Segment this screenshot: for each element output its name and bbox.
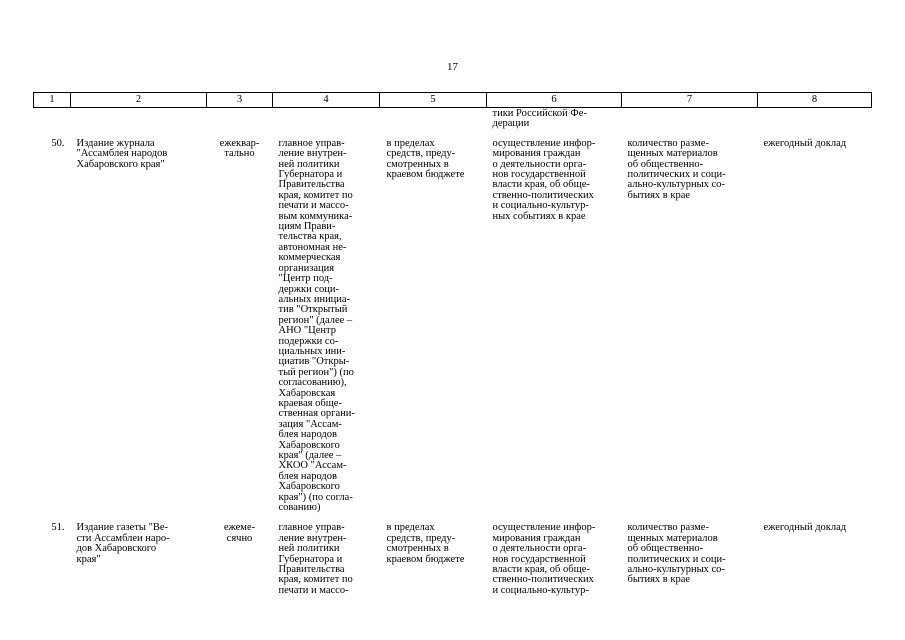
- report-form: [758, 513, 872, 596]
- table-row: [34, 130, 872, 514]
- cell-line: в пределах: [386, 522, 435, 534]
- cell-line: ежегодный доклад: [763, 137, 847, 149]
- frequency: [207, 513, 273, 596]
- funding: [380, 513, 487, 596]
- cell-line: ление внутрен-: [278, 532, 347, 544]
- indicator: [622, 513, 758, 596]
- cell-line: нов государственной: [492, 169, 586, 181]
- cell-line: края": [76, 553, 101, 565]
- page-number: 17: [447, 61, 458, 73]
- cell-line: об общественно-: [627, 158, 704, 170]
- cell-line: дов Хабаровского: [76, 543, 157, 555]
- cell-line: политических и соци-: [627, 169, 726, 181]
- cell-line: средств, преду-: [386, 148, 456, 160]
- cell-line: в пределах: [386, 137, 435, 149]
- cell-line: тив "Открытый: [278, 304, 348, 316]
- column-header: 7: [622, 93, 758, 108]
- cell-line: Хабаровского: [278, 481, 340, 493]
- column-header: 8: [758, 93, 872, 108]
- column-header: 2: [71, 93, 207, 108]
- cell-line: ХКОО "Ассам-: [278, 460, 347, 472]
- cell-line: Правительства: [278, 179, 345, 191]
- cell-line: печати и массо-: [278, 200, 349, 212]
- column-header: 1: [34, 93, 71, 108]
- cell-line: смотренных в: [386, 158, 449, 170]
- cell-line: автономная не-: [278, 241, 347, 253]
- cell-line: власти края, об обще-: [492, 179, 590, 191]
- cell-line: ных событиях в крае: [492, 210, 586, 222]
- cell-line: осуществление инфор-: [492, 137, 596, 149]
- cell-line: щенных материалов: [627, 532, 718, 544]
- cell-line: Губернатора и: [278, 169, 343, 181]
- indicator: [622, 130, 758, 514]
- cell-line: коммерческая: [278, 252, 341, 264]
- row-number: 51.: [51, 522, 65, 534]
- cell-line: регион" (далее –: [278, 314, 353, 326]
- cell-line: Издание газеты "Ве-: [76, 522, 169, 534]
- table-header-row: [34, 93, 872, 108]
- cell-line: ально-культурных со-: [627, 564, 725, 576]
- cell-line: организация: [278, 262, 335, 274]
- cell-line: бытиях в крае: [627, 189, 691, 201]
- cell-line: и социально-культур-: [492, 584, 589, 596]
- cell-line: Издание журнала: [76, 137, 155, 149]
- column-header: 3: [207, 93, 273, 108]
- cell-line: политических и соци-: [627, 553, 726, 565]
- cell-line: ней политики: [278, 543, 340, 555]
- column-header: 4: [273, 93, 380, 108]
- cell-line: мирования граждан: [492, 532, 581, 544]
- cell-line: тый регион") (по: [278, 366, 354, 378]
- cell-line: ственно-политических: [492, 574, 594, 586]
- cell-line: "Центр под-: [278, 273, 333, 285]
- cell-line: Губернатора и: [278, 553, 343, 565]
- cell-line: края, комитет по: [278, 189, 353, 201]
- cell-line: Хабаровского: [278, 439, 340, 451]
- cell-line: циальных ини-: [278, 345, 346, 357]
- measure-name: [71, 130, 207, 514]
- cell-line: дерации: [492, 118, 530, 130]
- cell-line: ственно-политических: [492, 189, 594, 201]
- cell-line: Хабаровская: [278, 387, 336, 399]
- cell-line: края") (по согла-: [278, 491, 353, 503]
- measure-name: [71, 513, 207, 596]
- cell-line: осуществление инфор-: [492, 522, 596, 534]
- funding: [380, 130, 487, 514]
- cell-line: мирования граждан: [492, 148, 581, 160]
- cell-line: блея народов: [278, 429, 337, 441]
- cell-line: тально: [224, 148, 255, 160]
- cell-line: сячно: [226, 532, 253, 544]
- cell-line: АНО "Центр: [278, 325, 336, 337]
- cell-line: количество разме-: [627, 522, 709, 534]
- cell-line: смотренных в: [386, 543, 449, 555]
- cell-line: ально-культурных со-: [627, 179, 725, 191]
- cell-line: ежеквар-: [219, 137, 260, 149]
- cell-line: Хабаровского края": [76, 158, 165, 170]
- cell-line: бытиях в крае: [627, 574, 691, 586]
- table-row: [34, 513, 872, 596]
- cell-line: края, комитет по: [278, 574, 353, 586]
- plan-table: [33, 92, 872, 596]
- executors: [273, 513, 380, 596]
- cell-line: о деятельности орга-: [492, 543, 587, 555]
- cell-line: средств, преду-: [386, 532, 456, 544]
- cell-line: края" (далее –: [278, 450, 342, 461]
- cell-line: тельства края,: [278, 231, 342, 243]
- cell-line: тики Российской Фе-: [492, 108, 587, 119]
- cell-line: о деятельности орга-: [492, 158, 587, 170]
- cell-line: согласованию),: [278, 377, 347, 389]
- cell-line: зация "Ассам-: [278, 418, 342, 430]
- cell-line: краевом бюджете: [386, 553, 465, 565]
- row-number: 50.: [51, 137, 65, 149]
- cell-line: щенных материалов: [627, 148, 718, 160]
- cell-line: ление внутрен-: [278, 148, 347, 160]
- cell-line: вым коммуника-: [278, 210, 353, 222]
- cell-line: держки соци-: [278, 283, 339, 295]
- cell-line: блея народов: [278, 470, 337, 482]
- continuation-cell: [487, 108, 622, 130]
- cell-line: циатив "Откры-: [278, 356, 350, 368]
- cell-line: подержки со-: [278, 335, 339, 347]
- cell-line: сти Ассамблеи наро-: [76, 532, 170, 544]
- cell-line: циям Прави-: [278, 221, 336, 233]
- cell-line: об общественно-: [627, 543, 704, 555]
- continuation-row: [34, 108, 872, 130]
- column-header: 6: [487, 93, 622, 108]
- column-header: 5: [380, 93, 487, 108]
- cell-line: сованию): [278, 502, 321, 514]
- cell-line: альных инициа-: [278, 293, 351, 305]
- expected-result: [487, 513, 622, 596]
- cell-line: власти края, об обще-: [492, 564, 590, 576]
- cell-line: краевом бюджете: [386, 169, 465, 181]
- frequency: [207, 130, 273, 514]
- report-form: [758, 130, 872, 514]
- executors: [273, 130, 380, 514]
- cell-line: и социально-культур-: [492, 200, 589, 212]
- cell-line: нов государственной: [492, 553, 586, 565]
- cell-line: "Ассамблея народов: [76, 148, 168, 160]
- cell-line: ней политики: [278, 158, 340, 170]
- cell-line: ежеме-: [223, 522, 256, 534]
- cell-line: количество разме-: [627, 137, 709, 149]
- cell-line: главное управ-: [278, 522, 345, 534]
- cell-line: главное управ-: [278, 137, 345, 149]
- cell-line: Правительства: [278, 564, 345, 576]
- cell-line: ежегодный доклад: [763, 522, 847, 534]
- expected-result: [487, 130, 622, 514]
- cell-line: краевая обще-: [278, 397, 342, 409]
- cell-line: печати и массо-: [278, 584, 349, 596]
- cell-line: ственная органи-: [278, 408, 355, 420]
